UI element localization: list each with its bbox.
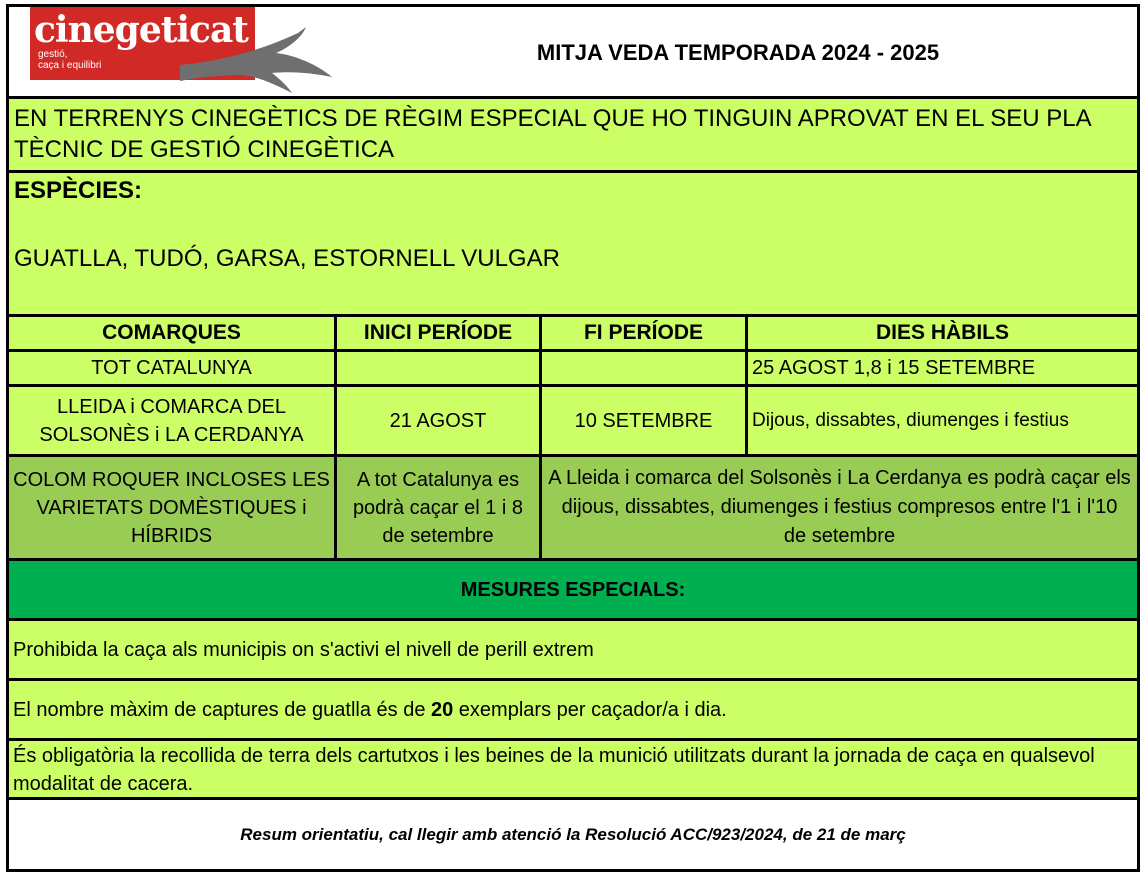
row2-comarques-line-2: SOLSONÈS i LA CERDANYA bbox=[39, 423, 304, 446]
col-header-inici-label: INICI PERÍODE bbox=[363, 321, 513, 344]
col-header-inici bbox=[337, 317, 542, 352]
footer-note: Resum orientatiu, cal llegir amb atenció la Resolució ACC/923/2024, de 21 de març bbox=[240, 824, 906, 844]
header bbox=[9, 7, 1137, 99]
page-title: MITJA VEDA TEMPORADA 2024 - 2025 bbox=[536, 40, 940, 65]
row3-rest-text: A Lleida i comarca del Solsonès i La Cerdanya es podrà caçar els dijous, dissabtes, diumenges i festius compresos entre l'1 i l'10 de setembre bbox=[548, 467, 1131, 547]
measures-title: MESURES ESPECIALS: bbox=[460, 578, 686, 601]
row1-fi bbox=[542, 352, 748, 387]
row3-inici bbox=[337, 457, 542, 561]
measure-item-3-text: És obligatòria la recollida de terra dels cartutxos i les beines de la munició utilitzats durant la jornada de caça en qualsevol modalitat de cacera. bbox=[13, 745, 1095, 795]
col-header-fi bbox=[542, 317, 748, 352]
species-cell bbox=[9, 173, 1140, 317]
row2-fi bbox=[542, 387, 748, 457]
measure-item-3 bbox=[9, 741, 1140, 800]
species-list: GUATLLA, TUDÓ, GARSA, ESTORNELL VULGAR bbox=[14, 245, 560, 272]
col-header-comarques bbox=[9, 317, 337, 352]
row1-comarques bbox=[9, 352, 337, 387]
col-header-dies-label: DIES HÀBILS bbox=[875, 321, 1009, 344]
species-title: ESPÈCIES: bbox=[14, 177, 143, 204]
logo-tagline-line-1: gestió, bbox=[38, 49, 68, 60]
logo-tagline bbox=[38, 49, 101, 71]
row2-inici-text: 21 AGOST bbox=[389, 409, 487, 432]
measure-item-2-number: 20 bbox=[431, 698, 454, 721]
row2-inici bbox=[337, 387, 542, 457]
measure-item-1 bbox=[9, 621, 1140, 681]
row1-comarques-text: TOT CATALUNYA bbox=[91, 357, 252, 379]
measure-item-2-suffix: exemplars per caçador/a i dia. bbox=[453, 698, 727, 721]
row3-comarques-text: COLOM ROQUER INCLOSES LES VARIETATS DOMÈSTIQUES i HÍBRIDS bbox=[13, 468, 330, 547]
col-header-fi-label: FI PERÍODE bbox=[583, 321, 704, 344]
measure-item-2-text bbox=[13, 696, 727, 724]
col-header-comarques-label: COMARQUES bbox=[102, 321, 241, 344]
measure-item-2-prefix: El nombre màxim de captures de guatlla és de bbox=[13, 698, 431, 721]
row2-comarques bbox=[9, 387, 337, 457]
row2-dies bbox=[748, 387, 1140, 457]
row2-fi-text: 10 SETEMBRE bbox=[574, 409, 713, 432]
document-frame bbox=[6, 4, 1140, 872]
row2-comarques-line-1: LLEIDA i COMARCA DEL bbox=[57, 395, 286, 418]
antler-icon bbox=[180, 21, 335, 95]
footer-cell bbox=[9, 800, 1140, 869]
measure-item-1-text: Prohibida la caça als municipis on s'activi el nivell de perill extrem bbox=[13, 638, 594, 661]
logo-tagline-line-2: caça i equilibri bbox=[38, 60, 102, 71]
row3-inici-text: A tot Catalunya es podrà caçar el 1 i 8 de setembre bbox=[352, 468, 524, 547]
measures-title-cell bbox=[9, 561, 1140, 621]
logo-wordmark: cinegeticat bbox=[34, 9, 248, 51]
row1-inici bbox=[337, 352, 542, 387]
measure-item-2 bbox=[9, 681, 1140, 741]
cinegeticat-logo bbox=[30, 7, 335, 95]
row1-dies-text: 25 AGOST 1,8 i 15 SETEMBRE bbox=[752, 357, 1036, 379]
row3-rest bbox=[542, 457, 1140, 561]
row2-dies-text: Dijous, dissabtes, diumenges i festius bbox=[752, 409, 1069, 431]
intro-text: EN TERRENYS CINEGÈTICS DE RÈGIM ESPECIAL QUE HO TINGUIN APROVAT EN EL SEU PLA TÈCNIC DE GESTIÓ CINEGÈTICA bbox=[14, 105, 1091, 163]
row1-dies bbox=[748, 352, 1140, 387]
row3-comarques bbox=[9, 457, 337, 561]
intro-cell bbox=[9, 99, 1140, 173]
col-header-dies bbox=[748, 317, 1140, 352]
